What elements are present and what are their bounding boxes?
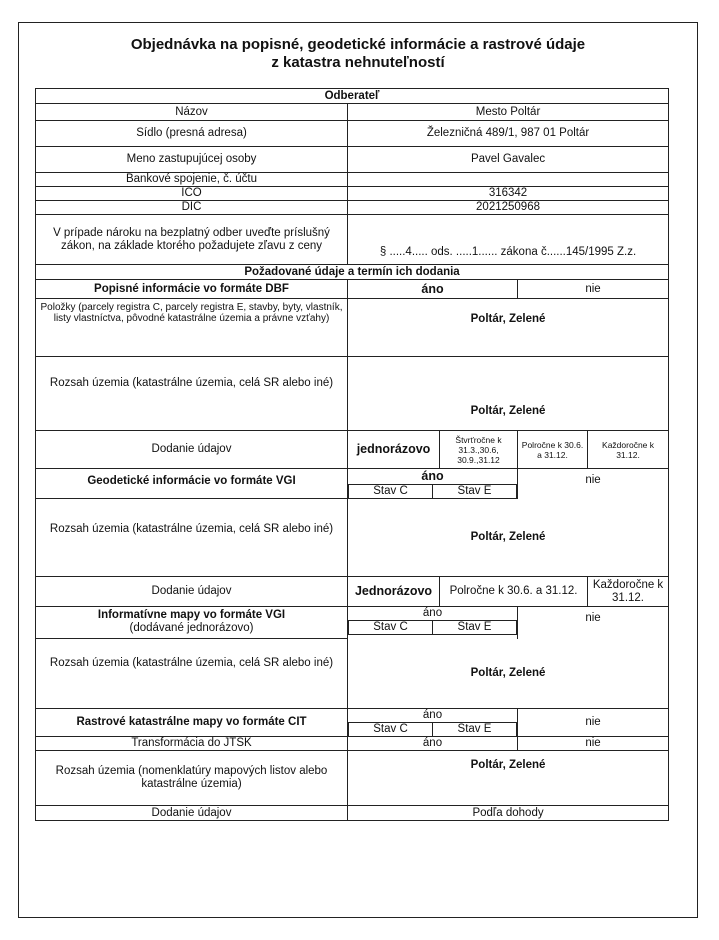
label-dodanie-popisne: Dodanie údajov (36, 431, 348, 469)
dodanie-polrocne: Polročne k 30.6. a 31.12. (518, 431, 588, 469)
value-dodanie-rastrove: Podľa dohody (348, 806, 669, 821)
informativne-nie: nie (518, 607, 669, 639)
label-rastrove-cit: Rastrové katastrálne mapy vo formáte CIT (36, 709, 348, 737)
label-ico: IČO (36, 187, 348, 201)
value-narok: § .....4..... ods. .....1...... zákona č......145/1995 Z.z. (348, 215, 669, 265)
value-ico: 316342 (348, 187, 669, 201)
section-header-odberatel: Odberateľ (36, 89, 669, 104)
rastrove-ano-group (348, 709, 517, 736)
title-line-1: Objednávka na popisné, geodetické informácie a rastrové údaje (130, 36, 586, 53)
informativne-ano: áno (349, 607, 517, 621)
label-nazov: Názov (36, 104, 348, 121)
transformacia-nie: nie (518, 737, 669, 751)
value-rozsah-geodeticke: Poltár, Zelené (348, 499, 669, 577)
informativne-ano-group (348, 607, 517, 635)
label-dodanie-geodeticke: Dodanie údajov (36, 577, 348, 607)
label-rozsah-rastrove: Rozsah územia (nomenklatúry mapových listov alebo katastrálne územia) (36, 751, 348, 806)
geodeticke-stav-e: Stav E (433, 484, 517, 498)
popisne-ano: áno (348, 280, 518, 299)
rastrove-stav-c: Stav C (349, 723, 433, 737)
geodeticke-nie: nie (518, 469, 669, 499)
label-geodeticke-vgi: Geodetické informácie vo formáte VGI (36, 469, 348, 499)
value-rozsah-popisne: Poltár, Zelené (348, 357, 669, 431)
order-form-table (35, 88, 669, 821)
value-sidlo: Železničná 489/1, 987 01 Poltár (348, 121, 669, 147)
geodeticke-kazdorocne: Každoročne k 31.12. (588, 577, 669, 607)
value-polozky: Poltár, Zelené (348, 299, 669, 357)
geodeticke-ano-group (348, 469, 517, 499)
label-bankove-spojenie: Bankové spojenie, č. účtu (36, 173, 348, 187)
label-transformacia: Transformácia do JTSK (36, 737, 348, 751)
label-informativne-vgi (36, 607, 348, 639)
value-bankove-spojenie (348, 173, 669, 187)
label-polozky: Položky (parcely registra C, parcely registra E, stavby, byty, vlastník, listy vlastníctva, pôvodné katastrálne územia a právne vzťahy) (36, 299, 348, 357)
value-meno: Pavel Gavalec (348, 147, 669, 173)
label-rozsah-popisne: Rozsah územia (katastrálne územia, celá SR alebo iné) (36, 357, 348, 431)
dodanie-jednorazovo: jednorázovo (348, 431, 440, 469)
value-dic: 2021250968 (348, 201, 669, 215)
label-sidlo: Sídlo (presná adresa) (36, 121, 348, 147)
dodanie-kazdorocne: Každoročne k 31.12. (588, 431, 669, 469)
dodanie-stvrtrocne: Štvrťročne k 31.3.,30.6, 30.9.,31.12 (440, 431, 518, 469)
label-dodanie-rastrove: Dodanie údajov (36, 806, 348, 821)
label-popisne-dbf: Popisné informácie vo formáte DBF (36, 280, 348, 299)
label-meno: Meno zastupujúcej osoby (36, 147, 348, 173)
transformacia-ano: áno (348, 737, 518, 751)
section-header-pozadovane: Požadované údaje a termín ich dodania (36, 265, 669, 280)
value-rozsah-rastrove: Poltár, Zelené (348, 751, 669, 806)
informativne-stav-e: Stav E (433, 621, 517, 635)
rastrove-stav-e: Stav E (433, 723, 517, 737)
value-rozsah-informativne: Poltár, Zelené (348, 639, 669, 709)
label-rozsah-informativne: Rozsah územia (katastrálne územia, celá SR alebo iné) (36, 639, 348, 709)
informativne-title: Informatívne mapy vo formáte VGI (97, 609, 286, 621)
document-title (18, 36, 698, 72)
geodeticke-jednorazovo: Jednorázovo (348, 577, 440, 607)
informativne-subtitle: (dodávané jednorázovo) (129, 622, 254, 634)
geodeticke-ano: áno (349, 469, 517, 484)
informativne-stav-c: Stav C (349, 621, 433, 635)
label-narok: V prípade nároku na bezplatný odber uveďte príslušný zákon, na základe ktorého požadujete zľavu z ceny (36, 215, 348, 265)
geodeticke-polrocne: Polročne k 30.6. a 31.12. (440, 577, 588, 607)
value-nazov: Mesto Poltár (348, 104, 669, 121)
popisne-nie: nie (518, 280, 669, 299)
title-line-2: z katastra nehnuteľností (271, 54, 445, 71)
geodeticke-stav-c: Stav C (349, 484, 433, 498)
label-rozsah-geodeticke: Rozsah územia (katastrálne územia, celá SR alebo iné) (36, 499, 348, 577)
label-dic: DIČ (36, 201, 348, 215)
rastrove-nie: nie (518, 709, 669, 737)
rastrove-ano: áno (349, 709, 517, 723)
